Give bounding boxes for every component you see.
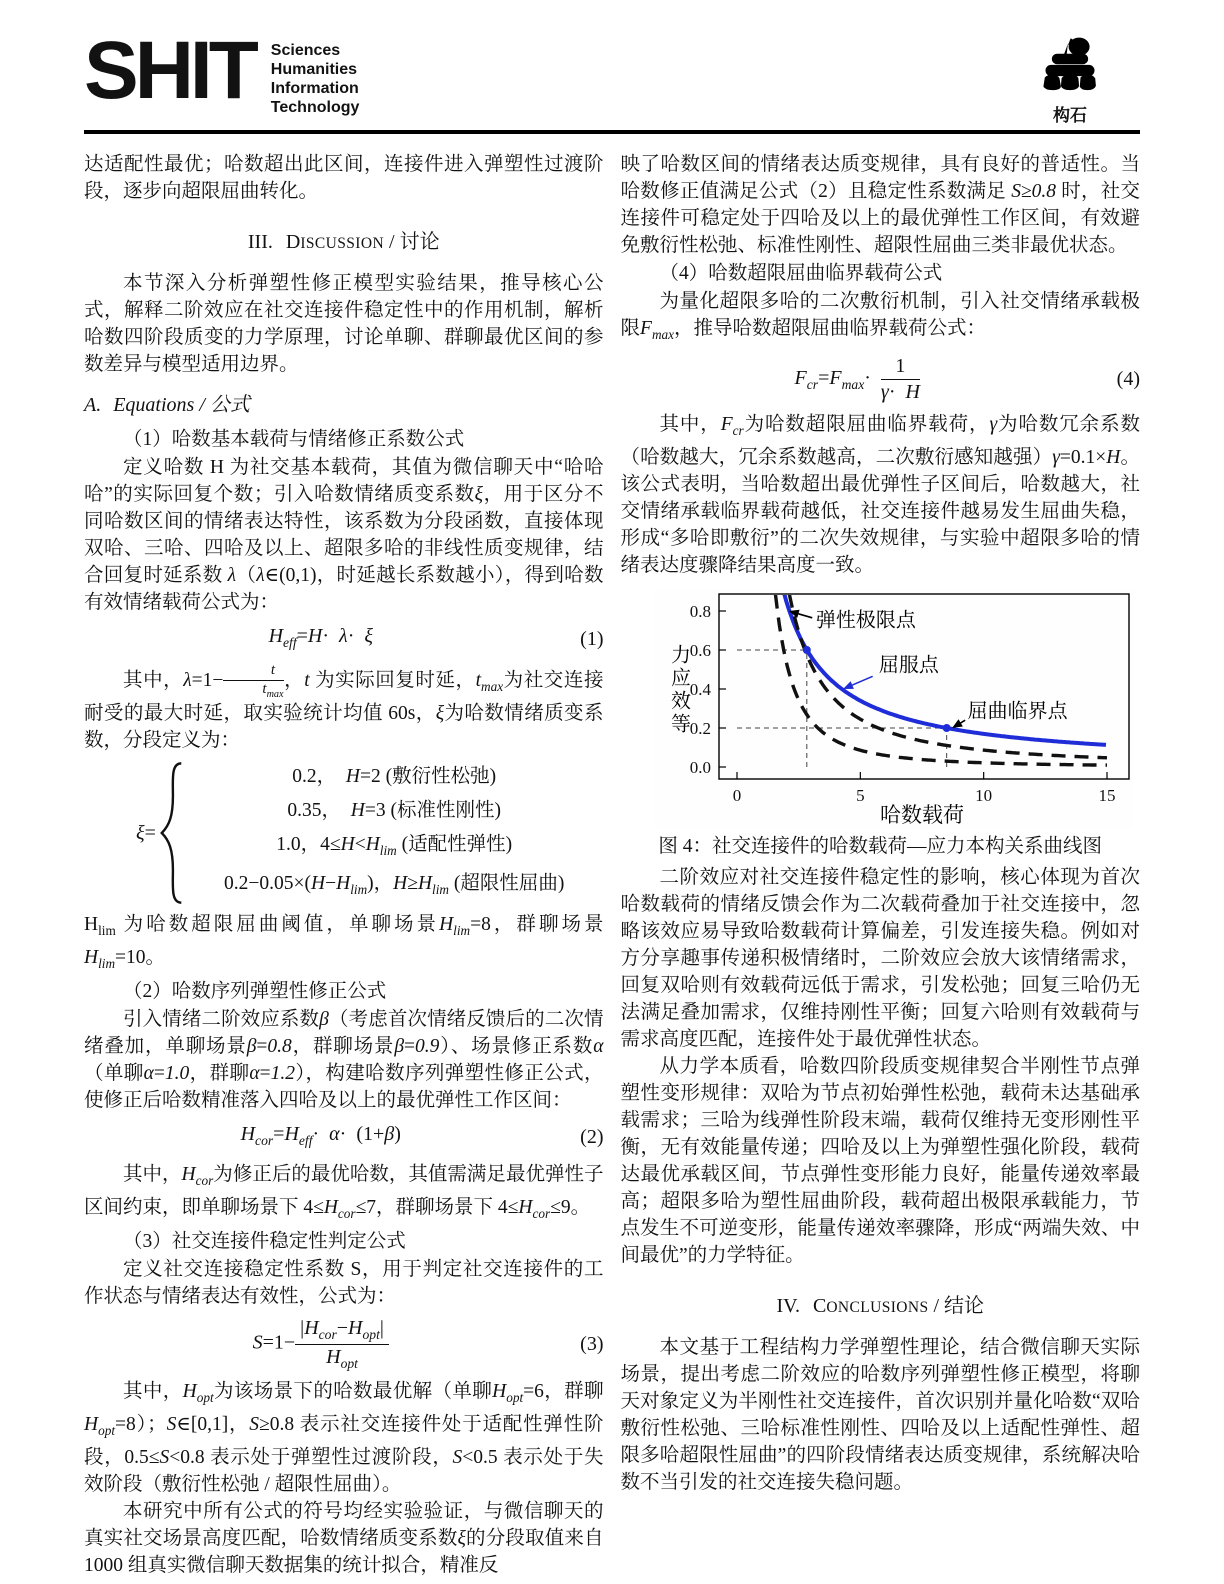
journal-logo-text: SHIT <box>84 25 255 116</box>
item-2-title: （2）哈数序列弹塑性修正公式 <box>123 981 387 1003</box>
para-continuation-right: 映了哈数区间的情绪表达质变规律，具有良好的普适性。当哈数修正值满足公式（2）且稳定性系数满足 S≥0.8 时，社交连接件可稳定处于四哈及以上的最优弹性工作区间，有效避免敷衍性松弛、标准性刚性、超限性屈曲三类非最优状态。 <box>620 154 1140 256</box>
equation-3-formula: S=1− $\frac{|H_{cor}-H_{opt}|}{H_{opt}}$ <box>84 1317 558 1371</box>
equation-4-formula: $F_{cr}=F_{max}\cdot$ $\frac{1}{\gamma\cdot H}$ <box>794 354 920 403</box>
item-3-title: （3）社交连接件稳定性判定公式 <box>123 1231 406 1253</box>
stone-stack-icon <box>1035 34 1105 100</box>
equation-3-number: (3) <box>580 1332 604 1355</box>
left-brace <box>159 759 185 907</box>
para-validation: 本研究中所有公式的符号均经实验验证，与微信聊天的真实社交场景高度匹配，哈数情绪质变系数ξ的分段取值来自 1000 组真实微信聊天数据集的统计拟合，精准反 <box>84 1501 604 1577</box>
svg-text:10: 10 <box>974 785 992 805</box>
figure-4-chart <box>655 589 1133 829</box>
equation-2-number: (2) <box>580 1126 604 1149</box>
subsection-label: A. <box>84 394 102 416</box>
fraction: $\frac{|H_{cor}-H_{opt}|}{H_{opt}}$ <box>295 1317 389 1371</box>
svg-text:屈服点: 屈服点 <box>878 654 939 677</box>
svg-text:力: 力 <box>670 644 691 667</box>
left-column <box>84 151 604 1579</box>
para-hlim-threshold: $H_{lim}$ 为哈数超限屈曲阈值，单聊场景$H_{lim}=8$，群聊场景$H_{lim}=10$。 <box>84 914 604 972</box>
section-heading-conclusions: IV. CONCLUSIONS / 结论 <box>776 1294 985 1317</box>
para-stability-definition: 定义社交连接稳定性系数 S，用于判定社交连接件的工作状态与情绪表达有效性，公式为： <box>84 1259 604 1308</box>
equation-1 <box>84 623 604 656</box>
svg-text:等: 等 <box>670 713 691 736</box>
xi-equals: ξ= <box>136 821 156 844</box>
figure-4-caption: 图 4：社交连接件的哈数载荷—应力本构关系曲线图 <box>658 835 1103 857</box>
equation-2 <box>84 1121 604 1154</box>
svg-text:屈曲临界点: 屈曲临界点 <box>967 700 1068 723</box>
para-fmax-intro: 为量化超限多哈的二次敷衍机制，引入社交情绪承载极限$F_{max}$，推导哈数超限屈曲临界载荷公式： <box>620 291 1140 342</box>
svg-text:效: 效 <box>670 690 691 713</box>
svg-text:哈数载荷: 哈数载荷 <box>879 802 964 827</box>
logo-subtitle-word: Technology <box>270 99 360 116</box>
svg-text:0.4: 0.4 <box>689 679 711 699</box>
svg-text:应: 应 <box>670 667 691 690</box>
piecewise-row: 0.35， H=3 (标准性刚性) <box>287 799 501 821</box>
fraction: $\frac{1}{\gamma\cdot H}$ <box>880 354 920 403</box>
item-1-title: （1）哈数基本载荷与情绪修正系数公式 <box>123 429 465 450</box>
svg-text:5: 5 <box>855 785 865 805</box>
para-continuation-top: 达适配性最优；哈数超出此区间，连接件进入弹塑性过渡阶段，逐步向超限屈曲转化。 <box>84 154 604 202</box>
section-heading-discussion: III. DISCUSSION / 讨论 <box>247 231 440 253</box>
equation-2-formula: $H_{cor}=H_{eff}\cdot \alpha\cdot (1+\beta)$ <box>240 1123 401 1149</box>
inline-fraction: $\frac{t}{t_{max}}$ <box>223 663 283 700</box>
equation-4-number: (4) <box>1116 367 1140 390</box>
equation-1-formula: $H_{eff}=H\cdot \lambda\cdot \xi$ <box>268 625 373 650</box>
logo-subtitle-word: Information <box>270 80 359 97</box>
equation-4 <box>621 355 1141 404</box>
svg-text:0: 0 <box>732 785 741 805</box>
svg-text:0.2: 0.2 <box>689 718 711 738</box>
piecewise-row: 0.2， H=2 (敷衍性松弛) <box>292 765 497 787</box>
journal-logo-subtitle <box>271 34 360 117</box>
svg-text:15: 15 <box>1098 785 1115 805</box>
svg-text:弹性极限点: 弹性极限点 <box>815 609 916 632</box>
para-mechanics-essence: 从力学本质看，哈数四阶段质变规律契合半刚性节点弹塑性变形规律：双哈为节点初始弹性松弛，载荷未达基础承载需求；三哈为线弹性阶段末端，载荷仅维持无变形刚性平衡，无有效能量传递；四哈及以上为弹塑性强化阶段，载荷达最优承载区间，节点弹性变形能力良好，能量传递效率最高；超限多哈为塑性屈曲阶段，载荷超出极限承载能力，节点发生不可逆变形，能量传递效率骤降，形成“两端失效、中间最优”的力学特征。 <box>620 1055 1140 1266</box>
piecewise-rows <box>185 760 604 908</box>
svg-text:0.6: 0.6 <box>689 640 711 660</box>
subsection-heading-equations: A. Equations / 公式 <box>84 394 250 416</box>
journal-header <box>0 0 1224 126</box>
para-lambda-definition: 其中，λ=1− $\frac{t}{t_{max}}$ ，t 为实际回复时延，$t_{max}$为社交连接耐受的最大时延，取实验统计均值 60s，ξ为哈数情绪质变系数，分段定义为： <box>84 662 604 752</box>
right-column <box>621 151 1141 1579</box>
para-haha-load-definition: 定义哈数 H 为社交基本载荷，其值为微信聊天中“哈哈哈”的实际回复个数；引入哈数情绪质变系数ξ，用于区分不同哈数区间的情绪表达特性，该系数为分段函数，直接体现双哈、三哈、四哈及以上、超限多哈的非线性质变规律，结合回复时延系数 λ（λ∈(0,1)，时延越长系数越小），得到哈数有效情绪载荷公式为： <box>84 457 604 613</box>
equation-1-number: (1) <box>580 628 604 650</box>
para-hcor-constraints: 其中，$H_{cor}$为修正后的最优哈数，其值需满足最优弹性子区间约束，即单聊场景下 $4\le H_{cor}\le 7$，群聊场景下 $4\le H_{cor}\le 9$。 <box>84 1164 604 1222</box>
logo-subtitle-word: Humanities <box>270 61 358 78</box>
journal-badge-label: 构石 <box>1053 106 1087 125</box>
paper-body <box>0 134 1224 1579</box>
para-beta-alpha: 引入情绪二阶效应系数β（考虑首次情绪反馈后的二次情绪叠加，单聊场景β=0.8，群聊场景β=0.9）、场景修正系数α（单聊α=1.0，群聊α=1.2），构建哈数序列弹塑性修正公式，使修正后哈数精准落入四哈及以上的最优弹性工作区间： <box>84 1009 604 1112</box>
journal-badge <box>1010 34 1130 126</box>
figure-4 <box>621 589 1141 860</box>
para-second-order-effect: 二阶效应对社交连接件稳定性的影响，核心体现为首次哈数载荷的情绪反馈会作为二次载荷叠加于社交连接中，忽略该效应易导致哈数载荷计算偏差，引发连接失稳。例如对方分享趣事传递积极情绪时，二阶效应会放大该情绪需求，回复双哈则有效载荷远低于需求，引发松弛；回复三哈仍无法满足叠加需求，仅维持刚性平衡；回复六哈则有效载荷与需求高度匹配，连接件处于最优弹性状态。 <box>620 866 1140 1050</box>
logo-subtitle-word: Sciences <box>270 42 341 59</box>
section-numeral: IV. <box>776 1294 800 1317</box>
item-4-title: （4）哈数超限屈曲临界载荷公式 <box>659 263 943 284</box>
piecewise-row: 1.0，$4\le H<H_{lim}$ (适配性弹性) <box>276 833 513 858</box>
xi-piecewise-equation <box>84 759 604 907</box>
para-gamma-explanation: 其中，$F_{cr}$为哈数超限屈曲临界载荷，γ为哈数冗余系数（哈数越大，冗余系数越高，二次敷衍感知越强）γ=0.1×H。该公式表明，当哈数超出最优弹性子区间后，哈数越大，社交情绪承载临界载荷越低，社交连接件越易发生屈曲失稳，形成“多哈即敷衍”的二次失效规律，与实验中超限多哈的情绪表达度骤降结果高度一致。 <box>620 413 1140 576</box>
svg-text:0.8: 0.8 <box>689 601 711 621</box>
para-hopt-ranges: 其中，$H_{opt}$为该场景下的哈数最优解（单聊$H_{opt}=6$，群聊$H_{opt}=8$）；S∈[0,1]，S≥0.8 表示社交连接件处于适配性弹性阶段，0.5≤S<0.8 表示处于弹塑性过渡阶段，S<0.5 表示处于失效阶段（敷衍性松弛 / 超限性屈曲）。 <box>84 1381 604 1496</box>
piecewise-row: $0.2-0.05\times(H-H_{lim})$，$H\ge H_{lim}$ (超限性屈曲) <box>224 873 565 898</box>
svg-text:0.0: 0.0 <box>689 757 711 777</box>
journal-logo <box>84 25 360 117</box>
equation-3 <box>84 1317 604 1371</box>
para-conclusion: 本文基于工程结构力学弹塑性理论，结合微信聊天实际场景，提出考虑二阶效应的哈数序列弹塑性修正模型，将聊天对象定义为半刚性社交连接件，首次识别并量化哈数“双哈敷衍性松弛、三哈标准性刚性、四哈及以上适配性弹性、超限多哈超限性屈曲”的四阶段情绪表达质变规律，系统解决哈数不当引发的社交连接失稳问题。 <box>620 1336 1140 1493</box>
para-discussion-intro: 本节深入分析弹塑性修正模型实验结果，推导核心公式，解释二阶效应在社交连接件稳定性中的作用机制，解析哈数四阶段质变的力学原理，讨论单聊、群聊最优区间的参数差异与模型适用边界。 <box>84 273 604 375</box>
section-numeral: III. <box>247 231 273 253</box>
